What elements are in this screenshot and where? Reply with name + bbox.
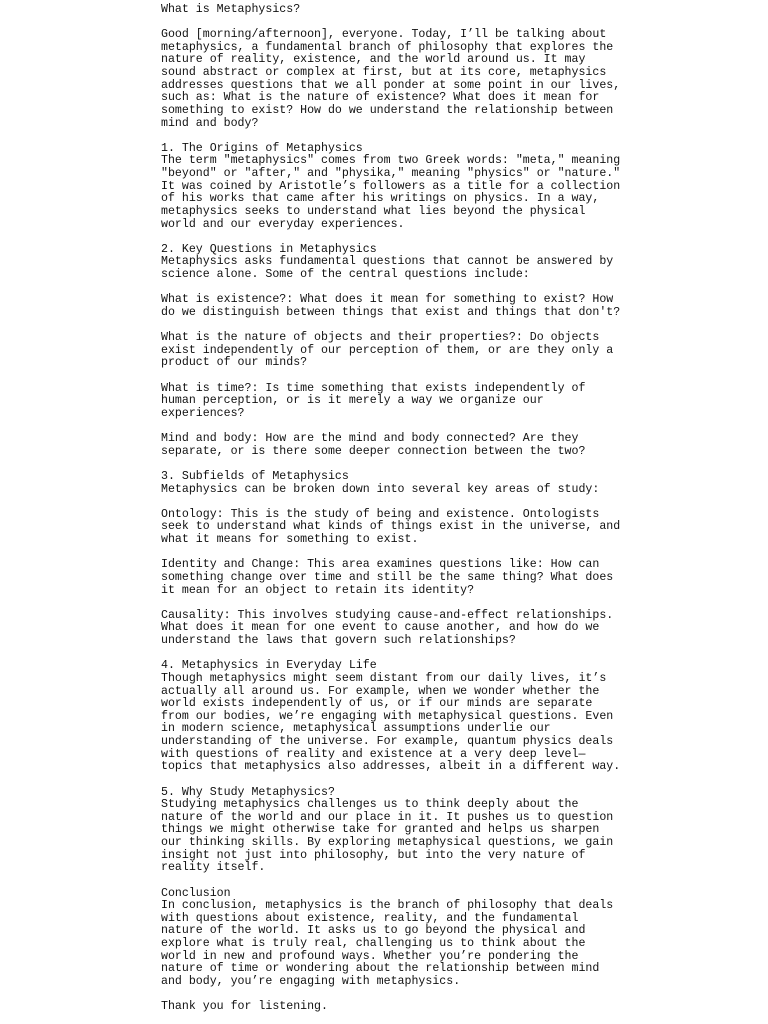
question-existence: What is existence?: What does it mean for something to exist? How do we distinguish between things that exist and things that don't? [161,293,621,319]
closing-line: Thank you for listening. [161,1000,328,1014]
section-heading: 3. Subfields of Metaphysics [161,470,349,483]
section-everyday-life [161,660,761,774]
section-origins [161,143,761,231]
subfield-identity-change: Identity and Change: This area examines questions like: How can something change over time and still be the same thing? What does it mean for an object to retain its identity? [161,558,614,597]
document-body [161,4,761,1014]
section-heading: Conclusion [161,886,231,900]
question-mind-body: Mind and body: How are the mind and body connected? Are they separate, or is there some deeper connection between the two? [161,432,586,458]
section-paragraph: Though metaphysics might seem distant from our daily lives, it’s actually all around us. For example, when we wonder whether the world exists independently of us, or if our minds are separate from our bodies, we’re engaging with metaphysical questions. Even in modern science, metaphysical assumptions underlie our understanding of the universe. For example, quantum physics deals with questions of reality and existence at a very deep level— topics that metaphysics also addresses, albeit in a different way. [161,671,621,774]
section-paragraph: The term "metaphysics" comes from two Greek words: "meta," meaning "beyond" or "after," and "physika," meaning "physics" or "nature." It was coined by Aristotle’s followers as a title for a collection of his works that came after his writings on physics. In a way, metaphysics seeks to understand what lies beyond the physical world and our everyday experiences. [161,154,621,231]
section-key-questions [161,244,761,282]
intro-paragraph: Good [morning/afternoon], everyone. Today, I’ll be talking about metaphysics, a fundamental branch of philosophy that explores the nature of reality, existence, and the world around us. It may sound abstract or complex at first, but at its core, metaphysics addresses questions that we all ponder at some point in our lives, such as: What is the nature of existence? What does it mean for something to exist? How do we understand the relationship between mind and body? [161,28,621,130]
subfield-causality: Causality: This involves studying cause-and-effect relationships. What does it mean for one event to cause another, and how do we understand the laws that govern such relationships? [161,608,614,648]
question-time: What is time?: Is time something that exists independently of human perception, or is it merely a way we organize our experiences? [161,381,586,420]
section-heading: 2. Key Questions in Metaphysics [161,242,377,256]
section-paragraph: Studying metaphysics challenges us to think deeply about the nature of the world and our place in it. It pushes us to question things we might otherwise take for granted and helps us sharpen our thinking skills. By exploring metaphysical questions, we gain insight not just into philosophy, but into the very nature of reality itself. [161,798,614,875]
section-paragraph: Metaphysics asks fundamental questions that cannot be answered by science alone. Some of the central questions include: [161,255,614,282]
document-title: What is Metaphysics? [161,3,301,16]
section-subfields [161,471,761,496]
section-heading: 5. Why Study Metaphysics? [161,785,335,799]
section-heading: 1. The Origins of Metaphysics [161,141,363,155]
section-conclusion [161,888,761,989]
section-why-study [161,787,761,875]
section-heading: 4. Metaphysics in Everyday Life [161,659,377,673]
subfield-ontology: Ontology: This is the study of being and existence. Ontologists seek to understand what kinds of things exist in the universe, and what it means for something to exist. [161,507,621,547]
section-paragraph: In conclusion, metaphysics is the branch of philosophy that deals with questions about existence, reality, and the fundamental nature of the world. It asks us to go beyond the physical and explore what is truly real, challenging us to think about the world in new and profound ways. Whether you’re pondering the nature of time or wondering about the relationship between mind and body, you’re engaging with metaphysics. [161,899,614,988]
section-paragraph: Metaphysics can be broken down into several key areas of study: [161,482,600,496]
question-objects: What is the nature of objects and their properties?: Do objects exist independently of our perception of them, or are they only a product of our minds? [161,331,614,370]
